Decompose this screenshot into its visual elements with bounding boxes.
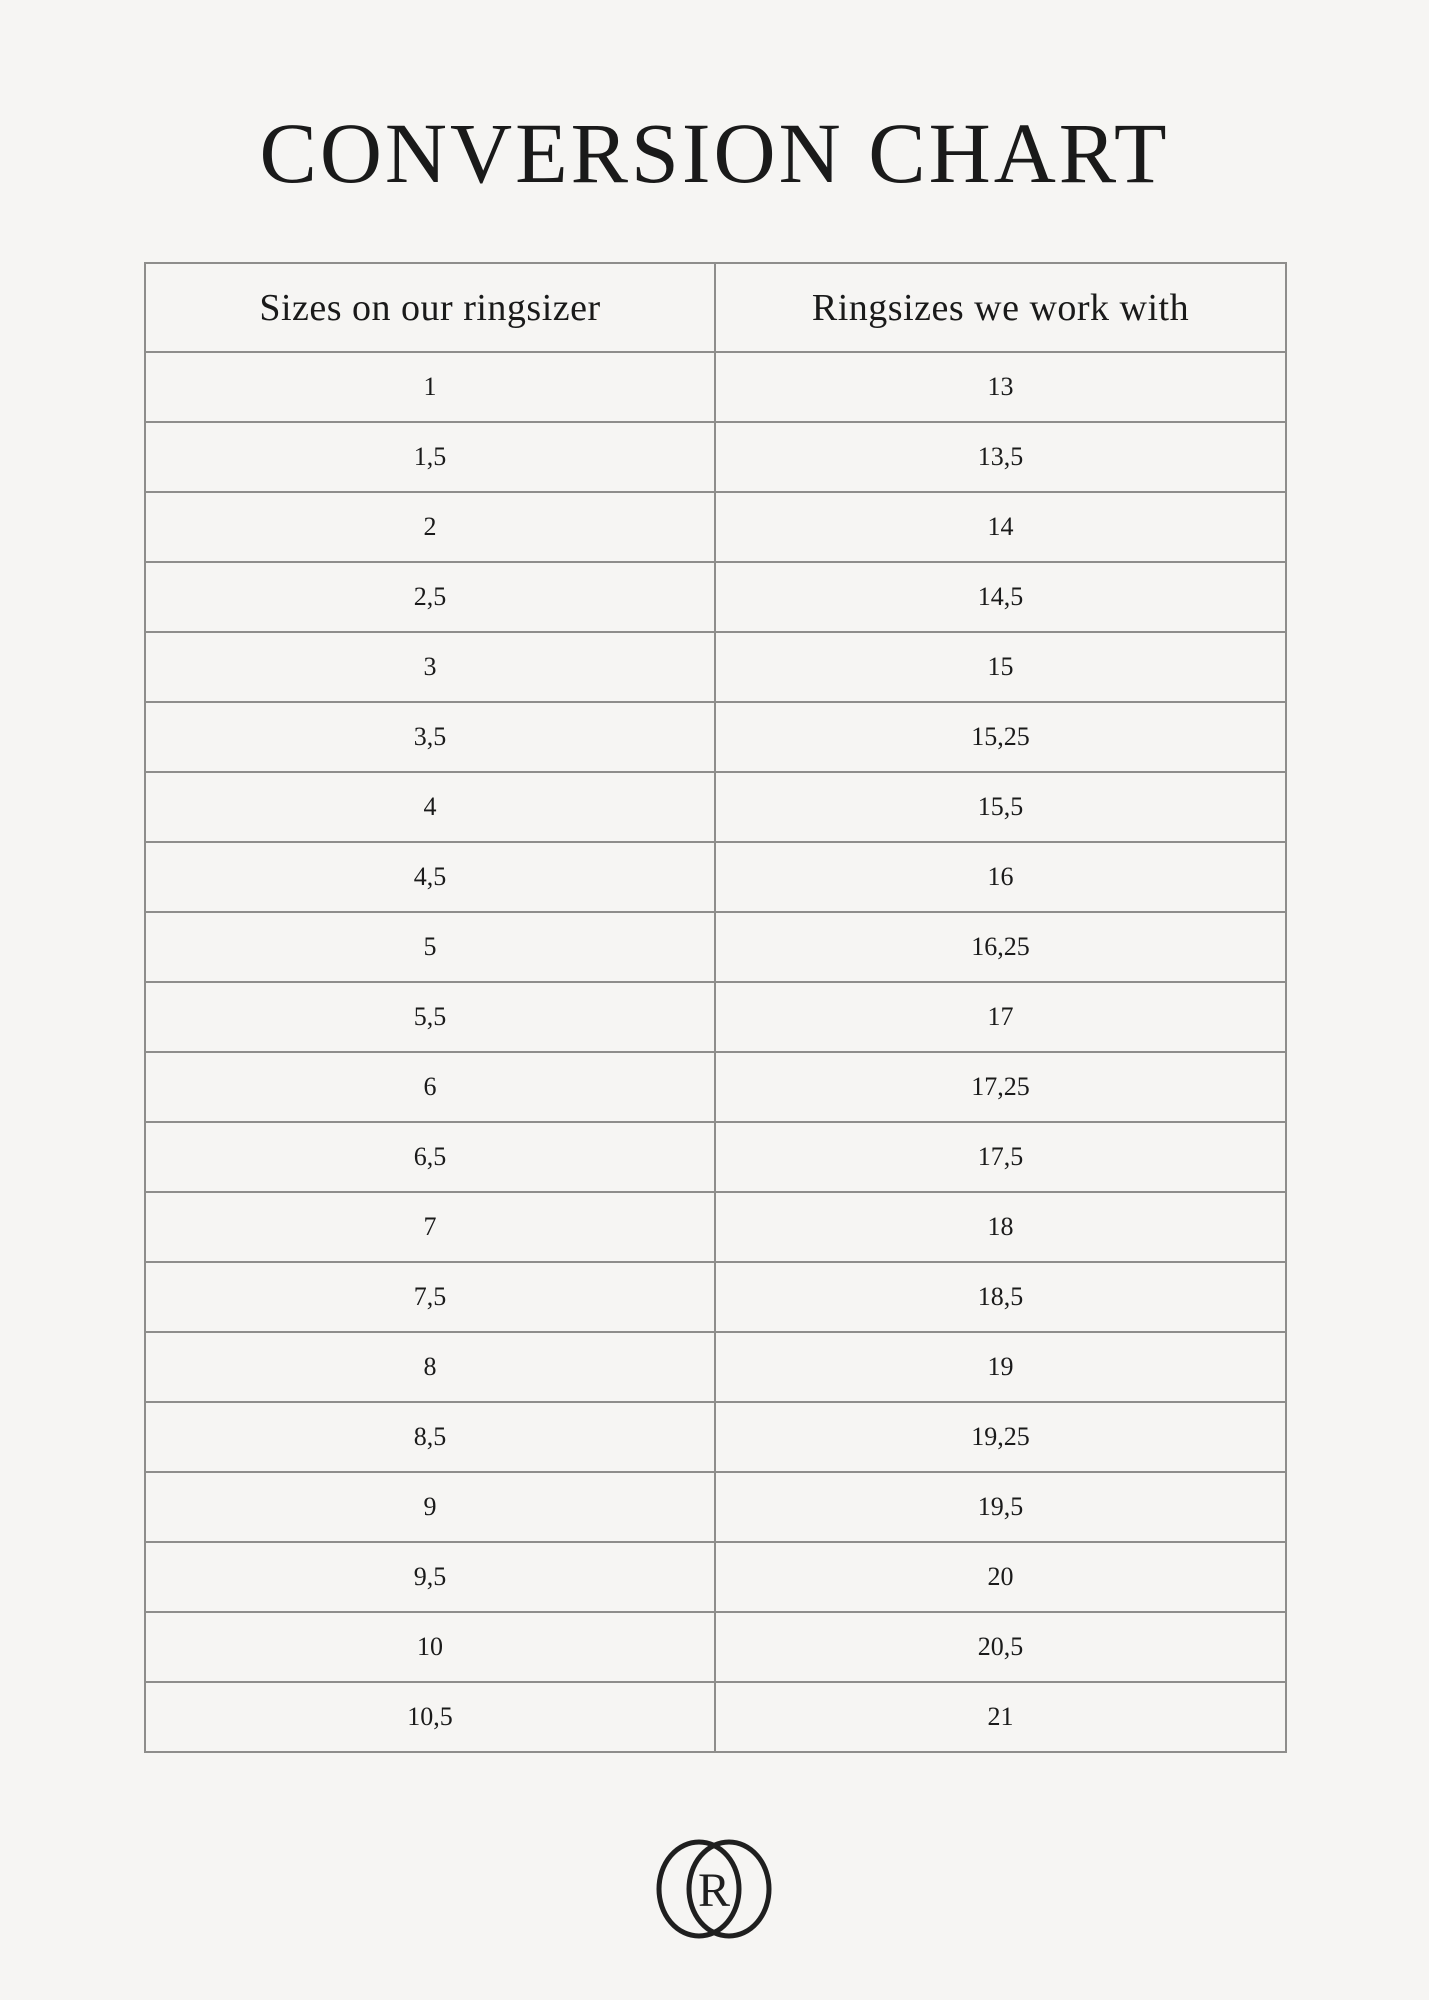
table-row — [145, 702, 1286, 772]
double-ring-monogram-icon — [656, 1838, 772, 1940]
table-row — [145, 1542, 1286, 1612]
table-row — [145, 1122, 1286, 1192]
ringsize-cell: 16,25 — [715, 912, 1286, 982]
ringsize-cell: 13,5 — [715, 422, 1286, 492]
ringsizer-size-cell: 6 — [145, 1052, 715, 1122]
ringsizer-size-cell: 1,5 — [145, 422, 715, 492]
page-title: CONVERSION CHART — [259, 105, 1170, 201]
table-row — [145, 1262, 1286, 1332]
table-row — [145, 632, 1286, 702]
table-header — [145, 263, 1286, 352]
ringsizer-size-cell: 7 — [145, 1192, 715, 1262]
ringsize-cell: 17,25 — [715, 1052, 1286, 1122]
ringsizer-size-cell: 9 — [145, 1472, 715, 1542]
ringsize-cell: 21 — [715, 1682, 1286, 1752]
ringsizer-size-cell: 7,5 — [145, 1262, 715, 1332]
ringsizer-size-cell: 3 — [145, 632, 715, 702]
table-row — [145, 492, 1286, 562]
ringsize-cell: 16 — [715, 842, 1286, 912]
ringsizer-size-cell: 10,5 — [145, 1682, 715, 1752]
table-row — [145, 912, 1286, 982]
column-header-ringsizes: Ringsizes we work with — [715, 263, 1286, 352]
table-row — [145, 1472, 1286, 1542]
ringsize-cell: 19 — [715, 1332, 1286, 1402]
ringsizer-size-cell: 9,5 — [145, 1542, 715, 1612]
ringsize-cell: 13 — [715, 352, 1286, 422]
table-row — [145, 1682, 1286, 1752]
table-body — [145, 352, 1286, 1752]
ringsizer-size-cell: 3,5 — [145, 702, 715, 772]
ringsizer-size-cell: 5,5 — [145, 982, 715, 1052]
ringsize-cell: 17 — [715, 982, 1286, 1052]
logo-letter: R — [697, 1864, 731, 1917]
ringsizer-size-cell: 10 — [145, 1612, 715, 1682]
table-row — [145, 982, 1286, 1052]
ringsize-cell: 15 — [715, 632, 1286, 702]
table-row — [145, 772, 1286, 842]
table-row — [145, 1612, 1286, 1682]
ringsizer-size-cell: 8 — [145, 1332, 715, 1402]
ringsizer-size-cell: 1 — [145, 352, 715, 422]
ringsize-cell: 18 — [715, 1192, 1286, 1262]
table-row — [145, 1192, 1286, 1262]
table-row — [145, 562, 1286, 632]
ringsize-cell: 20 — [715, 1542, 1286, 1612]
column-header-ringsizer: Sizes on our ringsizer — [145, 263, 715, 352]
ringsize-cell: 19,25 — [715, 1402, 1286, 1472]
ringsize-cell: 19,5 — [715, 1472, 1286, 1542]
table-row — [145, 422, 1286, 492]
ringsizer-size-cell: 8,5 — [145, 1402, 715, 1472]
table-row — [145, 1332, 1286, 1402]
ringsize-cell: 18,5 — [715, 1262, 1286, 1332]
ringsize-cell: 14 — [715, 492, 1286, 562]
ringsize-cell: 15,25 — [715, 702, 1286, 772]
ringsizer-size-cell: 6,5 — [145, 1122, 715, 1192]
ringsizer-size-cell: 4 — [145, 772, 715, 842]
conversion-table — [144, 262, 1287, 1753]
ringsize-cell: 20,5 — [715, 1612, 1286, 1682]
table-row — [145, 352, 1286, 422]
ringsize-cell: 14,5 — [715, 562, 1286, 632]
ringsizer-size-cell: 2,5 — [145, 562, 715, 632]
table-row — [145, 1052, 1286, 1122]
ringsize-cell: 17,5 — [715, 1122, 1286, 1192]
table-row — [145, 842, 1286, 912]
table-row — [145, 1402, 1286, 1472]
ringsizer-size-cell: 2 — [145, 492, 715, 562]
ringsizer-size-cell: 4,5 — [145, 842, 715, 912]
header-row — [145, 263, 1286, 352]
ringsizer-size-cell: 5 — [145, 912, 715, 982]
ringsize-cell: 15,5 — [715, 772, 1286, 842]
